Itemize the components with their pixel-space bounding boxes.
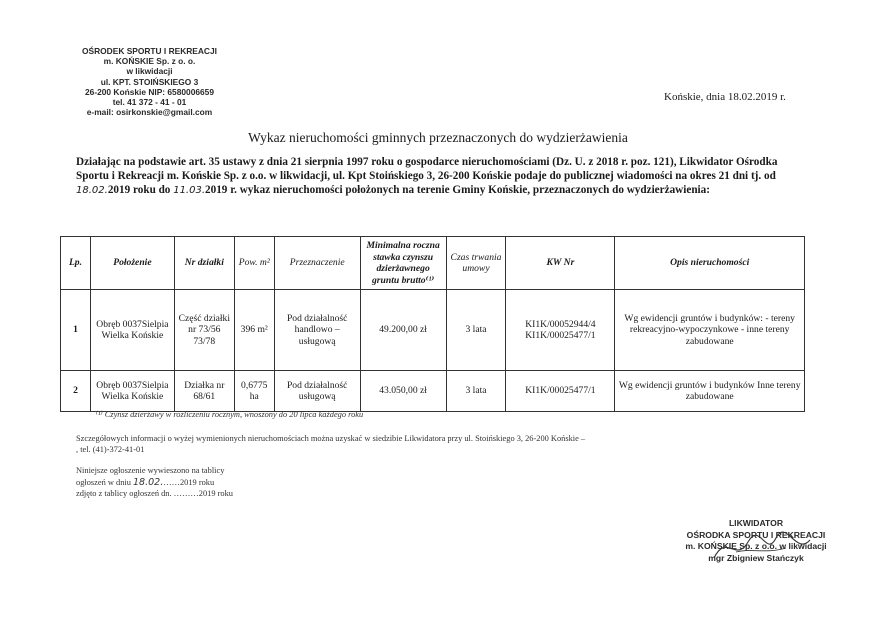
header-lp: Lp.	[61, 237, 91, 290]
intro-text: 2019 r. wykaz nieruchomości położonych na terenie Gminy Końskie, przeznaczonych do wydzierżawienia:	[205, 184, 710, 197]
intro-text: Działając na podstawie art. 35 ustawy z dnia 21 sierpnia 1997 roku o gospodarce nieruchomościami (Dz. U. z 2018 r. poz. 121), Likwidator Ośrodka Sportu i Rekreacji m. Końskie Sp. z o.o. w likwidacji, ul. Kpt Stoińskiego 3, 26-200 Końskie podaje do publicznej wiadomości na okres 21 dni tj. od	[76, 156, 778, 183]
sign-line: mgr Zbigniew Stańczyk	[708, 552, 804, 563]
document-date: Końskie, dnia 18.02.2019 r.	[664, 91, 786, 103]
header-pow: Pow. m²	[234, 237, 274, 290]
cell-pow: 396 m²	[234, 290, 274, 371]
info-phone: , tel. (41)-372-41-01	[76, 445, 145, 454]
cell-pow: 0,6775 ha	[234, 371, 274, 412]
document-title: Wykaz nieruchomości gminnych przeznaczonych do wydzierżawienia	[248, 130, 628, 145]
cell-przeznaczenie: Pod działalność usługową	[274, 371, 360, 412]
notice-line-removed: zdjęto z tablicy ogłoszeń dn. ………2019 roku	[76, 489, 233, 498]
sign-line: OŚRODKA SPORTU I REKREACJI	[686, 529, 826, 540]
cell-nr-dzialki: Część działki nr 73/56 73/78	[174, 290, 234, 371]
intro-text: 2019 roku do	[107, 184, 174, 197]
cell-opis: Wg ewidencji gruntów i budynków Inne tereny zabudowane	[615, 371, 805, 412]
header-polozenie: Położenie	[90, 237, 174, 290]
header-kw: KW Nr	[506, 237, 615, 290]
table-header-row	[61, 237, 805, 290]
cell-polozenie: Obręb 0037Sielpia Wielka Końskie	[90, 290, 174, 371]
table-row	[61, 290, 805, 371]
header-czas: Czas trwania umowy	[446, 237, 506, 290]
signature-icon	[706, 528, 816, 568]
property-table	[60, 236, 805, 412]
header-nr-dzialki: Nr działki	[174, 237, 234, 290]
stamp-line: tel. 41 372 - 41 - 01	[112, 97, 187, 108]
notice-line-date	[76, 477, 214, 488]
intro-paragraph	[76, 155, 786, 199]
cell-stawka: 43.050,00 zł	[360, 371, 446, 412]
cell-nr-dzialki: Działka nr 68/61	[174, 371, 234, 412]
stamp-line: ul. KPT. STOIŃSKIEGO 3	[100, 76, 199, 87]
stamp-line: OŚRODEK SPORTU I REKREACJI	[82, 46, 217, 56]
sign-line: LIKWIDATOR	[728, 518, 784, 528]
info-text: Szczegółowych informacji o wyżej wymienionych nieruchomościach można uzyskać w siedzibie Likwidatora przy ul. Stoińskiego 3, 26-200 Końskie –	[76, 434, 586, 443]
cell-lp: 1	[61, 290, 91, 371]
notice-line-posted: Niniejsze ogłoszenie wywieszono na tablicy	[76, 466, 225, 475]
handwritten-date-from: 18.02.	[76, 185, 108, 197]
cell-kw: KI1K/00052944/4 KI1K/00025477/1	[506, 290, 615, 371]
stamp-line: 26-200 Końskie NIP: 6580006659	[85, 86, 214, 97]
table-footnote: ⁽¹⁾ Czynsz dzierżawy w rozliczeniu rocznym, wnoszony do 20 lipca każdego roku	[96, 410, 364, 419]
cell-czas: 3 lata	[446, 290, 506, 371]
notice-text: ogłoszeń w dniu	[76, 478, 133, 487]
sign-line: m. KOŃSKIE Sp. z o.o. w likwidacji	[685, 541, 827, 551]
cell-lp: 2	[61, 371, 91, 412]
handwritten-date-to: 11.03.	[173, 185, 206, 197]
header-stawka: Minimalna roczna stawka czynszu dzierżawnego gruntu brutto⁽¹⁾	[360, 237, 446, 290]
header-opis: Opis nieruchomości	[615, 237, 805, 290]
notice-text: ……2019 roku	[163, 478, 215, 487]
cell-opis: Wg ewidencji gruntów i budynków: - tereny rekreacyjno-wypoczynkowe - inne tereny zabudowane	[615, 290, 805, 371]
handwritten-posted-date: 18.02.	[133, 477, 164, 488]
cell-polozenie: Obręb 0037Sielpia Wielka Końskie	[90, 371, 174, 412]
cell-czas: 3 lata	[446, 371, 506, 412]
stamp-line: e-mail: osirkonskie@gmail.com	[86, 107, 213, 118]
company-stamp	[62, 46, 237, 117]
stamp-line: m. KOŃSKIE Sp. z o. o.	[103, 56, 196, 67]
cell-kw: KI1K/00025477/1	[506, 371, 615, 412]
header-przeznaczenie: Przeznaczenie	[274, 237, 360, 290]
cell-przeznaczenie: Pod działalność handlowo – usługową	[274, 290, 360, 371]
table-row	[61, 371, 805, 412]
cell-stawka: 49.200,00 zł	[360, 290, 446, 371]
stamp-line: w likwidacji	[126, 66, 173, 77]
